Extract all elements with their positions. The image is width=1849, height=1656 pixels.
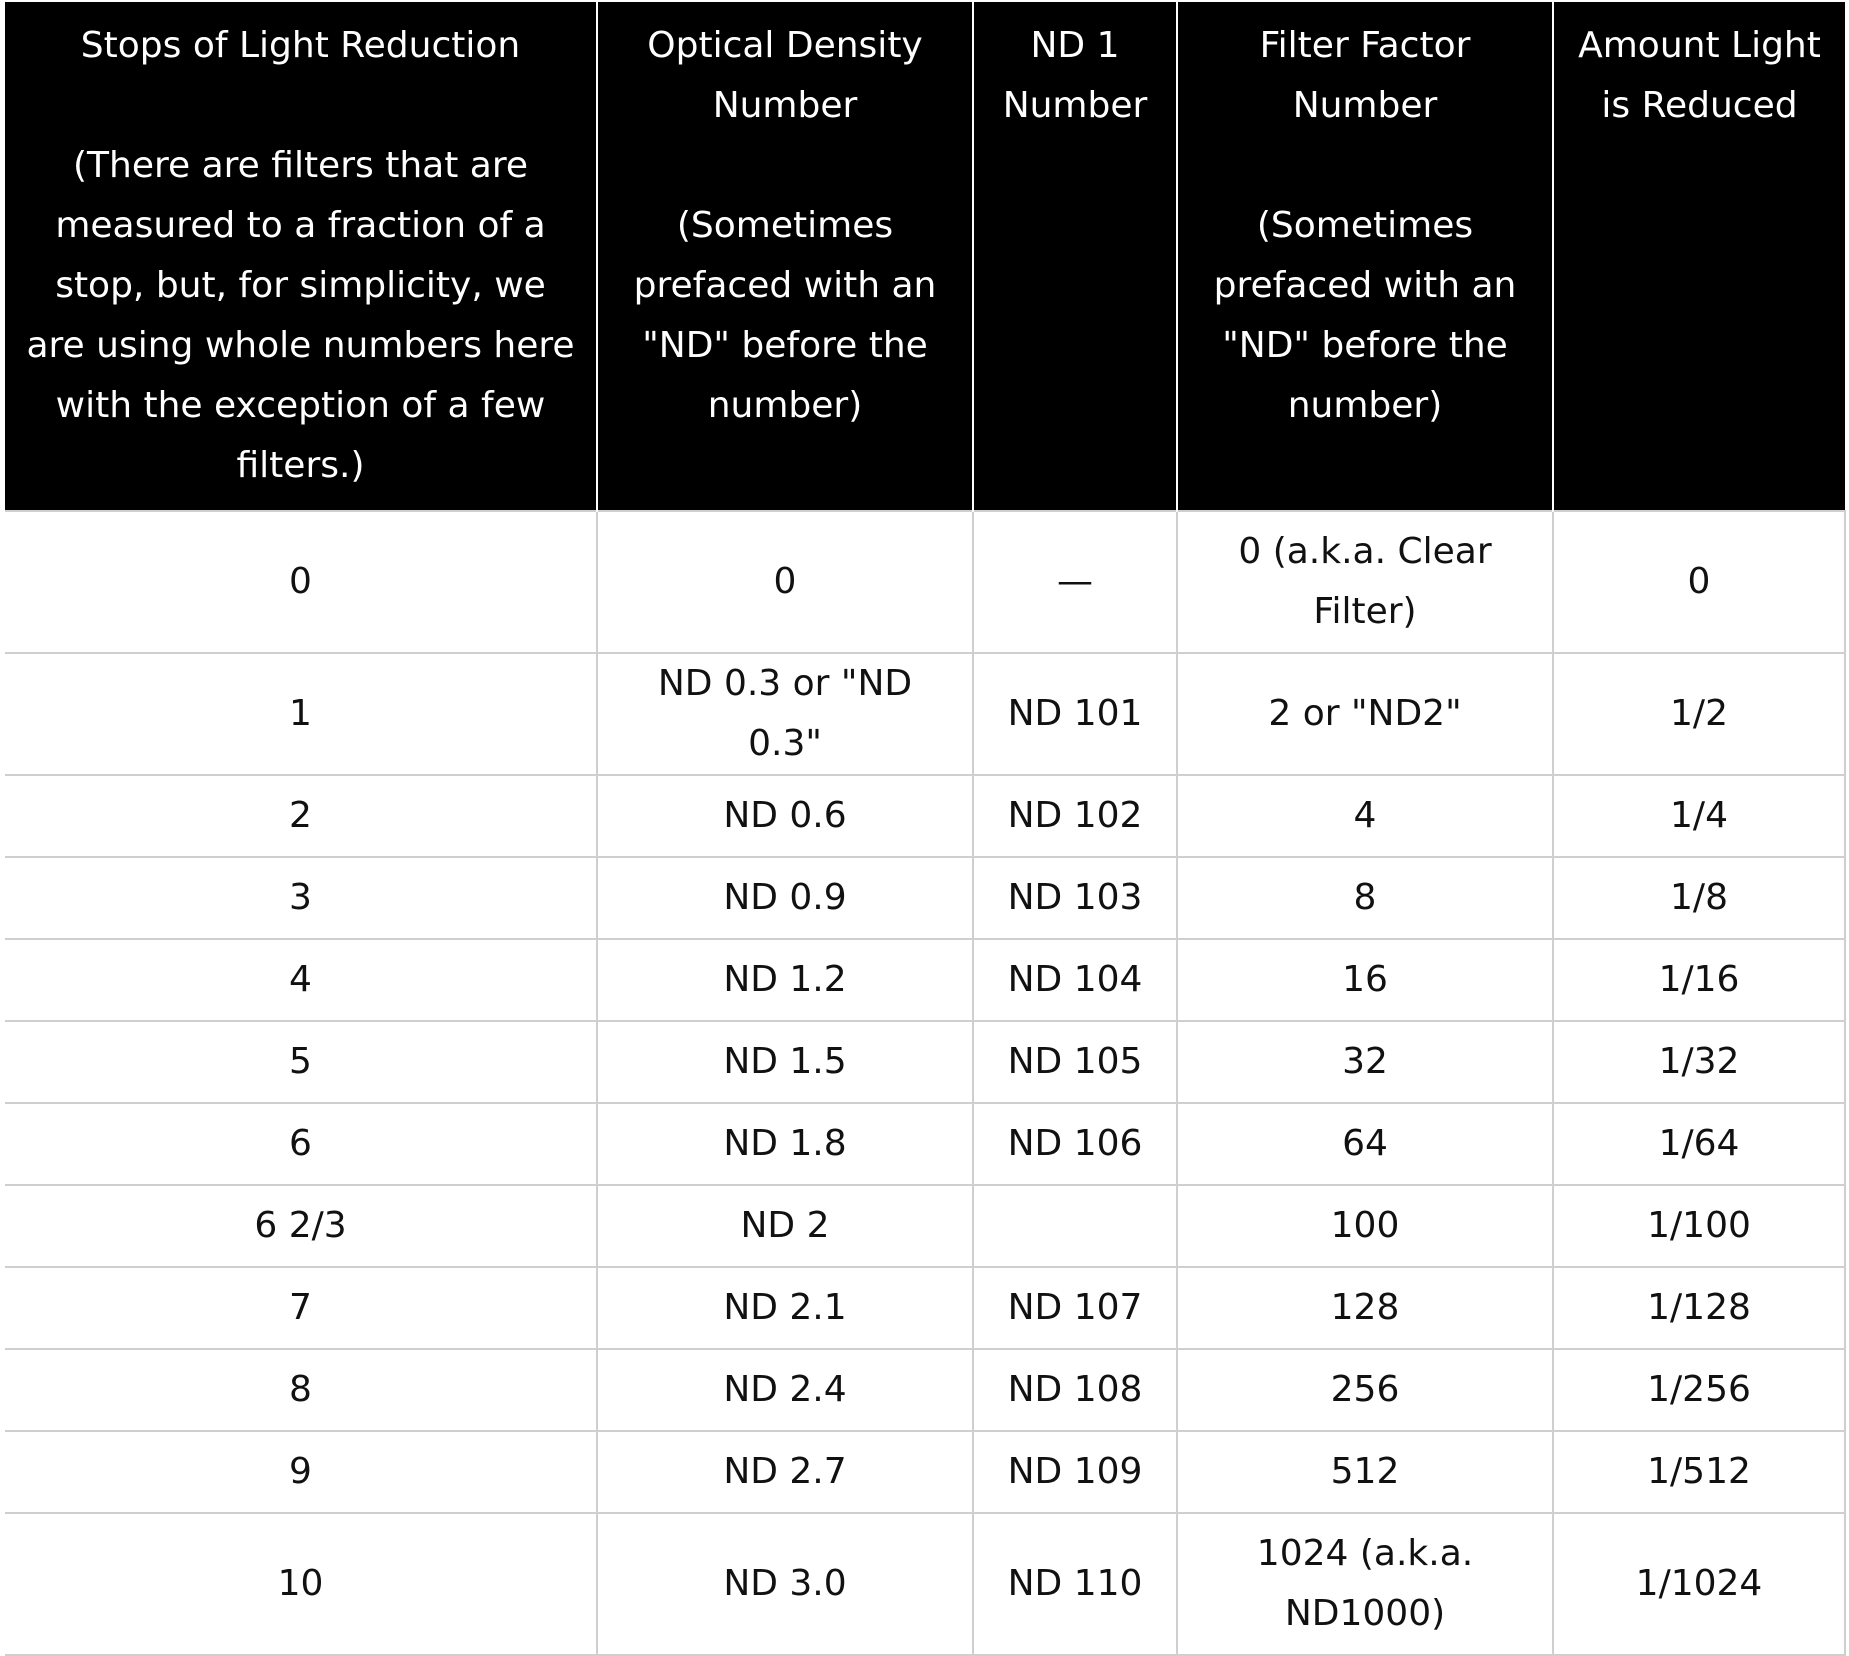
cell-light-reduced: 1/100 <box>1553 1185 1845 1267</box>
cell-filter-factor: 2 or "ND2" <box>1177 653 1553 775</box>
cell-filter-factor: 256 <box>1177 1349 1553 1431</box>
cell-stops: 2 <box>5 775 597 857</box>
cell-nd1-number: ND 105 <box>973 1021 1177 1103</box>
cell-stops: 3 <box>5 857 597 939</box>
cell-optical-density: 0 <box>597 511 973 653</box>
cell-filter-factor: 100 <box>1177 1185 1553 1267</box>
cell-light-reduced: 1/128 <box>1553 1267 1845 1349</box>
cell-optical-density: ND 1.2 <box>597 939 973 1021</box>
cell-nd1-number: ND 106 <box>973 1103 1177 1185</box>
table-row <box>5 653 1845 775</box>
cell-nd1-number: ND 102 <box>973 775 1177 857</box>
cell-optical-density: ND 0.9 <box>597 857 973 939</box>
cell-light-reduced: 1/512 <box>1553 1431 1845 1513</box>
table-row <box>5 1513 1845 1655</box>
cell-nd1-number: ND 101 <box>973 653 1177 775</box>
table-row <box>5 1431 1845 1513</box>
cell-light-reduced: 1/1024 <box>1553 1513 1845 1655</box>
cell-stops: 4 <box>5 939 597 1021</box>
cell-stops: 8 <box>5 1349 597 1431</box>
header-stops: Stops of Light Reduction (There are filters that are measured to a fraction of a stop, but, for simplicity, we are using whole numbers here with the exception of a few filters.) <box>5 2 597 511</box>
cell-nd1-number: ND 104 <box>973 939 1177 1021</box>
cell-optical-density: ND 0.3 or "ND 0.3" <box>597 653 973 775</box>
cell-nd1-number: ND 108 <box>973 1349 1177 1431</box>
cell-filter-factor: 1024 (a.k.a. ND1000) <box>1177 1513 1553 1655</box>
cell-optical-density: ND 2 <box>597 1185 973 1267</box>
table-row <box>5 1021 1845 1103</box>
cell-filter-factor: 64 <box>1177 1103 1553 1185</box>
cell-optical-density: ND 2.7 <box>597 1431 973 1513</box>
cell-optical-density: ND 2.1 <box>597 1267 973 1349</box>
table-header-row <box>5 2 1845 511</box>
table-row <box>5 939 1845 1021</box>
table-row <box>5 511 1845 653</box>
cell-filter-factor: 512 <box>1177 1431 1553 1513</box>
table-row <box>5 1267 1845 1349</box>
cell-nd1-number: ND 103 <box>973 857 1177 939</box>
cell-filter-factor: 32 <box>1177 1021 1553 1103</box>
cell-stops: 6 2/3 <box>5 1185 597 1267</box>
cell-stops: 7 <box>5 1267 597 1349</box>
cell-light-reduced: 1/64 <box>1553 1103 1845 1185</box>
table-row <box>5 1185 1845 1267</box>
nd-filter-table <box>5 2 1846 1656</box>
header-filter-factor: Filter Factor Number (Sometimes prefaced with an "ND" before the number) <box>1177 2 1553 511</box>
cell-stops: 9 <box>5 1431 597 1513</box>
cell-filter-factor: 16 <box>1177 939 1553 1021</box>
table-row <box>5 775 1845 857</box>
cell-filter-factor: 4 <box>1177 775 1553 857</box>
cell-nd1-number: — <box>973 511 1177 653</box>
cell-light-reduced: 1/4 <box>1553 775 1845 857</box>
cell-optical-density: ND 2.4 <box>597 1349 973 1431</box>
header-nd1-number: ND 1 Number <box>973 2 1177 511</box>
cell-optical-density: ND 3.0 <box>597 1513 973 1655</box>
cell-filter-factor: 8 <box>1177 857 1553 939</box>
cell-light-reduced: 1/32 <box>1553 1021 1845 1103</box>
cell-filter-factor: 128 <box>1177 1267 1553 1349</box>
cell-stops: 5 <box>5 1021 597 1103</box>
cell-nd1-number: ND 110 <box>973 1513 1177 1655</box>
cell-optical-density: ND 1.8 <box>597 1103 973 1185</box>
cell-nd1-number <box>973 1185 1177 1267</box>
cell-light-reduced: 1/16 <box>1553 939 1845 1021</box>
table-row <box>5 1103 1845 1185</box>
cell-nd1-number: ND 107 <box>973 1267 1177 1349</box>
cell-stops: 10 <box>5 1513 597 1655</box>
table-row <box>5 857 1845 939</box>
cell-optical-density: ND 0.6 <box>597 775 973 857</box>
cell-stops: 6 <box>5 1103 597 1185</box>
cell-stops: 0 <box>5 511 597 653</box>
cell-filter-factor: 0 (a.k.a. Clear Filter) <box>1177 511 1553 653</box>
cell-nd1-number: ND 109 <box>973 1431 1177 1513</box>
header-light-reduced: Amount Light is Reduced <box>1553 2 1845 511</box>
table-body <box>5 511 1845 1655</box>
cell-stops: 1 <box>5 653 597 775</box>
table-row <box>5 1349 1845 1431</box>
cell-light-reduced: 1/256 <box>1553 1349 1845 1431</box>
cell-optical-density: ND 1.5 <box>597 1021 973 1103</box>
cell-light-reduced: 1/2 <box>1553 653 1845 775</box>
header-optical-density: Optical Density Number (Sometimes prefaced with an "ND" before the number) <box>597 2 973 511</box>
cell-light-reduced: 1/8 <box>1553 857 1845 939</box>
cell-light-reduced: 0 <box>1553 511 1845 653</box>
